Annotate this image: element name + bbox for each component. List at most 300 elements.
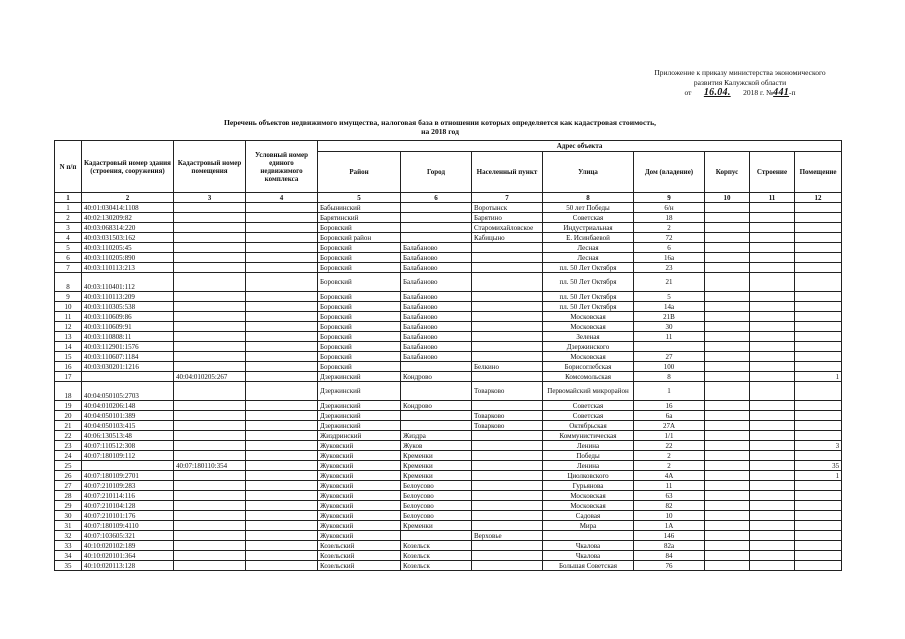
cell-building: [750, 471, 795, 481]
cell-room: 35: [795, 461, 842, 471]
cell-room: [795, 352, 842, 362]
cell-cad-building: 40:03:110305:538: [82, 302, 174, 312]
cell-cad-room: [174, 332, 246, 342]
cell-cad-building: 40:03:110113:209: [82, 292, 174, 302]
cell-street: Большая Советская: [543, 561, 634, 571]
cell-num: 21: [55, 421, 82, 431]
table-row: [55, 551, 842, 561]
cell-settlement: Белкино: [472, 362, 543, 372]
cell-street: пл. 50 Лет Октября: [543, 263, 634, 273]
cell-room: [795, 302, 842, 312]
cell-house: 4А: [634, 471, 705, 481]
cell-num: 10: [55, 302, 82, 312]
cell-building: [750, 223, 795, 233]
cell-settlement: [472, 541, 543, 551]
cell-cad-room: [174, 322, 246, 332]
cell-cond: [246, 263, 318, 273]
cell-street: Садовая: [543, 511, 634, 521]
cell-district: Козельский: [318, 561, 401, 571]
cell-house: 27А: [634, 421, 705, 431]
cell-street: Советская: [543, 411, 634, 421]
cell-korpus: [705, 511, 750, 521]
cell-building: [750, 362, 795, 372]
cell-room: [795, 342, 842, 352]
cell-district: Боровский: [318, 302, 401, 312]
objects-table: [54, 140, 842, 571]
cell-cad-building: 40:07:210109:283: [82, 481, 174, 491]
cell-korpus: [705, 203, 750, 213]
table-row: [55, 213, 842, 223]
cell-cad-room: [174, 531, 246, 541]
cell-district: Боровский: [318, 223, 401, 233]
cell-city: Жиздра: [401, 431, 472, 441]
cell-korpus: [705, 431, 750, 441]
cell-house: 1: [634, 382, 705, 401]
cell-district: Жуковский: [318, 461, 401, 471]
cell-building: [750, 342, 795, 352]
cell-city: [401, 411, 472, 421]
cell-cond: [246, 401, 318, 411]
cell-korpus: [705, 243, 750, 253]
cell-room: [795, 511, 842, 521]
cell-street: Победы: [543, 451, 634, 461]
cell-cond: [246, 511, 318, 521]
cell-street: пл. 50 Лет Октября: [543, 273, 634, 292]
cell-cad-room: [174, 342, 246, 352]
cell-street: 50 лет Победы: [543, 203, 634, 213]
cell-cad-room: [174, 541, 246, 551]
cell-district: Боровский: [318, 362, 401, 372]
cell-cond: [246, 461, 318, 471]
cell-settlement: [472, 312, 543, 322]
cell-settlement: [472, 551, 543, 561]
cell-korpus: [705, 551, 750, 561]
cell-num: 20: [55, 411, 82, 421]
cell-house: 14а: [634, 302, 705, 312]
cell-room: [795, 223, 842, 233]
cell-district: Жуковский: [318, 531, 401, 541]
cell-district: Жуковский: [318, 501, 401, 511]
cell-settlement: Воротынск: [472, 203, 543, 213]
table-row: [55, 352, 842, 362]
cell-cond: [246, 213, 318, 223]
cell-cond: [246, 411, 318, 421]
col-header-cad-building: Кадастровый номер здания (строения, сооружения): [82, 141, 174, 193]
cell-city: Кременки: [401, 461, 472, 471]
cell-district: Козельский: [318, 541, 401, 551]
cell-street: Мира: [543, 521, 634, 531]
col-number: 12: [795, 193, 842, 203]
cell-cond: [246, 421, 318, 431]
col-header-num: N п/п: [55, 141, 82, 193]
cell-city: Козельск: [401, 541, 472, 551]
cell-house: 18: [634, 213, 705, 223]
cell-room: [795, 273, 842, 292]
cell-house: 30: [634, 322, 705, 332]
col-number: 2: [82, 193, 174, 203]
cell-room: [795, 203, 842, 213]
cell-city: Балабаново: [401, 332, 472, 342]
cell-cad-room: [174, 382, 246, 401]
cell-building: [750, 541, 795, 551]
col-number: 6: [401, 193, 472, 203]
cell-cad-building: 40:03:110609:91: [82, 322, 174, 332]
cell-korpus: [705, 352, 750, 362]
cell-district: Жуковский: [318, 471, 401, 481]
cell-num: 27: [55, 481, 82, 491]
cell-house: 11: [634, 481, 705, 491]
cell-cond: [246, 451, 318, 461]
cell-cad-building: 40:07:110512:308: [82, 441, 174, 451]
cell-room: [795, 362, 842, 372]
table-row: [55, 273, 842, 292]
table-row: [55, 382, 842, 401]
cell-cad-room: [174, 362, 246, 372]
cell-city: [401, 362, 472, 372]
cell-building: [750, 511, 795, 521]
cell-district: Жуковский: [318, 511, 401, 521]
table-row: [55, 481, 842, 491]
cell-num: 25: [55, 461, 82, 471]
table-row: [55, 461, 842, 471]
cell-korpus: [705, 213, 750, 223]
cell-cond: [246, 253, 318, 263]
col-number: 4: [246, 193, 318, 203]
cell-cad-room: [174, 441, 246, 451]
cell-city: [401, 213, 472, 223]
col-number: 5: [318, 193, 401, 203]
cell-building: [750, 461, 795, 471]
cell-cad-room: [174, 491, 246, 501]
cell-city: Балабаново: [401, 302, 472, 312]
cell-cond: [246, 561, 318, 571]
cell-street: Московская: [543, 312, 634, 322]
cell-settlement: Товарково: [472, 382, 543, 401]
document-title-line2: на 2018 год: [421, 127, 459, 136]
cell-cond: [246, 342, 318, 352]
col-header-korpus: Корпус: [705, 152, 750, 193]
cell-num: 32: [55, 531, 82, 541]
order-number: 441: [773, 87, 790, 98]
col-number: 7: [472, 193, 543, 203]
cell-korpus: [705, 471, 750, 481]
cell-cad-room: [174, 521, 246, 531]
cell-building: [750, 491, 795, 501]
cell-house: 6а: [634, 411, 705, 421]
cell-num: 9: [55, 292, 82, 302]
cell-num: 35: [55, 561, 82, 571]
cell-settlement: [472, 342, 543, 352]
col-number: 11: [750, 193, 795, 203]
cell-settlement: [472, 491, 543, 501]
cell-cond: [246, 441, 318, 451]
cell-street: Индустриальная: [543, 223, 634, 233]
cell-city: Балабаново: [401, 243, 472, 253]
cell-cad-building: 40:06:130513:48: [82, 431, 174, 441]
cell-korpus: [705, 223, 750, 233]
cell-korpus: [705, 561, 750, 571]
cell-house: 82: [634, 501, 705, 511]
cell-room: [795, 541, 842, 551]
cell-cond: [246, 382, 318, 401]
cell-num: 4: [55, 233, 82, 243]
cell-cad-room: [174, 223, 246, 233]
cell-district: Дзержинский: [318, 382, 401, 401]
cell-num: 6: [55, 253, 82, 263]
cell-street: пл. 50 Лет Октября: [543, 292, 634, 302]
cell-korpus: [705, 322, 750, 332]
cell-num: 1: [55, 203, 82, 213]
cell-building: [750, 561, 795, 571]
cell-cond: [246, 372, 318, 382]
cell-building: [750, 501, 795, 511]
cell-settlement: [472, 561, 543, 571]
cell-cad-room: [174, 431, 246, 441]
document-title-line1: Перечень объектов недвижимого имущества, налоговая база в отношении которых определяется как кадастровая стоимость,: [223, 118, 656, 127]
cell-num: 17: [55, 372, 82, 382]
cell-room: [795, 561, 842, 571]
cell-room: [795, 421, 842, 431]
table-row: [55, 302, 842, 312]
col-header-settlement: Населенный пункт: [472, 152, 543, 193]
cell-city: Балабаново: [401, 322, 472, 332]
cell-cond: [246, 273, 318, 292]
cell-cad-room: [174, 273, 246, 292]
cell-room: [795, 451, 842, 461]
cell-district: Бабынинский: [318, 203, 401, 213]
col-header-house: Дом (владение): [634, 152, 705, 193]
cell-street: Московская: [543, 352, 634, 362]
cell-building: [750, 451, 795, 461]
table-row: [55, 531, 842, 541]
cell-street: Зеленая: [543, 332, 634, 342]
cell-building: [750, 352, 795, 362]
cell-street: Борисоглебская: [543, 362, 634, 372]
cell-cad-room: [174, 411, 246, 421]
cell-building: [750, 322, 795, 332]
cell-street: Комсомольская: [543, 372, 634, 382]
col-header-street: Улица: [543, 152, 634, 193]
cell-street: Ленина: [543, 441, 634, 451]
cell-korpus: [705, 491, 750, 501]
cell-city: Белоусово: [401, 511, 472, 521]
cell-room: [795, 213, 842, 223]
cell-settlement: [472, 461, 543, 471]
cell-street: Циолковского: [543, 471, 634, 481]
col-header-cond: Условный номер единого недвижимого комплекса: [246, 141, 318, 193]
table-row: [55, 332, 842, 342]
cell-settlement: [472, 401, 543, 411]
cell-district: Боровский: [318, 292, 401, 302]
cell-city: [401, 382, 472, 401]
order-year-no: 2018 г. №: [743, 88, 774, 97]
cell-room: 1: [795, 372, 842, 382]
col-number: 8: [543, 193, 634, 203]
cell-district: Боровский: [318, 342, 401, 352]
cell-num: 11: [55, 312, 82, 322]
cell-room: [795, 491, 842, 501]
table-row: [55, 243, 842, 253]
cell-num: 2: [55, 213, 82, 223]
cell-city: [401, 531, 472, 541]
cell-building: [750, 332, 795, 342]
cell-korpus: [705, 421, 750, 431]
table-row: [55, 541, 842, 551]
col-header-city: Город: [401, 152, 472, 193]
cell-district: Боровский: [318, 253, 401, 263]
cell-house: [634, 342, 705, 352]
cell-korpus: [705, 521, 750, 531]
cell-house: 5: [634, 292, 705, 302]
cell-building: [750, 203, 795, 213]
order-header-line3: [640, 88, 840, 98]
cell-room: [795, 263, 842, 273]
cell-num: 31: [55, 521, 82, 531]
table-row: [55, 372, 842, 382]
cell-num: 28: [55, 491, 82, 501]
cell-house: 16: [634, 401, 705, 411]
cell-cad-building: 40:04:050101:389: [82, 411, 174, 421]
cell-house: 76: [634, 561, 705, 571]
cell-district: Жуковский: [318, 481, 401, 491]
cell-street: Лесная: [543, 243, 634, 253]
cell-cad-building: 40:04:010206:148: [82, 401, 174, 411]
cell-korpus: [705, 461, 750, 471]
cell-cond: [246, 491, 318, 501]
table-row: [55, 362, 842, 372]
cell-district: Жуковский: [318, 451, 401, 461]
cell-house: 10: [634, 511, 705, 521]
cell-house: 23: [634, 263, 705, 273]
cell-settlement: [472, 253, 543, 263]
cell-city: [401, 223, 472, 233]
table-row: [55, 441, 842, 451]
header-row-1: [55, 141, 842, 152]
cell-settlement: [472, 243, 543, 253]
cell-room: [795, 411, 842, 421]
table-row: [55, 431, 842, 441]
cell-cad-building: 40:03:110808:11: [82, 332, 174, 342]
cell-num: 19: [55, 401, 82, 411]
order-from: от: [684, 88, 692, 97]
cell-street: Ленина: [543, 461, 634, 471]
cell-cad-building: [82, 372, 174, 382]
cell-district: Боровский: [318, 332, 401, 342]
cell-street: Е. Исинбаевой: [543, 233, 634, 243]
cell-settlement: [472, 273, 543, 292]
cell-cond: [246, 223, 318, 233]
cell-room: [795, 382, 842, 401]
cell-num: 29: [55, 501, 82, 511]
cell-street: Первомайский микрорайон: [543, 382, 634, 401]
cell-building: [750, 372, 795, 382]
cell-cad-building: 40:03:031503:162: [82, 233, 174, 243]
cell-house: 100: [634, 362, 705, 372]
cell-district: Жуковский: [318, 521, 401, 531]
cell-house: 21: [634, 273, 705, 292]
cell-building: [750, 531, 795, 541]
cell-district: Жиздринский: [318, 431, 401, 441]
cell-city: Балабаново: [401, 263, 472, 273]
cell-cad-building: 40:03:110113:213: [82, 263, 174, 273]
order-date: 16.04.: [703, 87, 731, 98]
cell-house: 8: [634, 372, 705, 382]
cell-cad-building: 40:03:110205:45: [82, 243, 174, 253]
cell-korpus: [705, 342, 750, 352]
col-number: 9: [634, 193, 705, 203]
cell-street: Советская: [543, 401, 634, 411]
cell-building: [750, 233, 795, 243]
cell-cond: [246, 292, 318, 302]
cell-korpus: [705, 451, 750, 461]
cell-cad-building: 40:04:050105:2703: [82, 382, 174, 401]
cell-korpus: [705, 233, 750, 243]
cell-district: Боровский: [318, 243, 401, 253]
cell-building: [750, 431, 795, 441]
cell-cad-building: 40:07:180109:2701: [82, 471, 174, 481]
cell-room: [795, 312, 842, 322]
cell-cad-building: 40:03:110401:112: [82, 273, 174, 292]
cell-street: [543, 531, 634, 541]
cell-room: [795, 551, 842, 561]
cell-settlement: [472, 471, 543, 481]
cell-room: [795, 292, 842, 302]
cell-building: [750, 302, 795, 312]
cell-building: [750, 292, 795, 302]
table-row: [55, 411, 842, 421]
cell-street: Чкалова: [543, 541, 634, 551]
table-row: [55, 322, 842, 332]
col-number: 1: [55, 193, 82, 203]
cell-cad-room: [174, 263, 246, 273]
cell-num: 13: [55, 332, 82, 342]
cell-room: [795, 481, 842, 491]
cell-korpus: [705, 501, 750, 511]
cell-city: Балабаново: [401, 352, 472, 362]
cell-city: Кондрово: [401, 372, 472, 382]
cell-street: Октябрьская: [543, 421, 634, 431]
cell-building: [750, 312, 795, 322]
cell-korpus: [705, 292, 750, 302]
cell-num: 12: [55, 322, 82, 332]
cell-city: Козельск: [401, 561, 472, 571]
cell-num: 33: [55, 541, 82, 551]
cell-district: Козельский: [318, 551, 401, 561]
cell-cond: [246, 501, 318, 511]
cell-city: Кременки: [401, 471, 472, 481]
order-header: [640, 68, 840, 98]
cell-city: Козельск: [401, 551, 472, 561]
cell-korpus: [705, 411, 750, 421]
cell-settlement: [472, 481, 543, 491]
cell-street: Лесная: [543, 253, 634, 263]
table-row: [55, 421, 842, 431]
cell-cad-building: 40:03:112901:1576: [82, 342, 174, 352]
cell-city: Балабаново: [401, 292, 472, 302]
cell-cad-room: [174, 312, 246, 322]
cell-room: [795, 233, 842, 243]
table-row: [55, 471, 842, 481]
cell-korpus: [705, 263, 750, 273]
table-row: [55, 223, 842, 233]
col-header-building: Строение: [750, 152, 795, 193]
table-row: [55, 233, 842, 243]
cell-room: [795, 521, 842, 531]
cell-num: 15: [55, 352, 82, 362]
table-row: [55, 203, 842, 213]
cell-cad-room: [174, 243, 246, 253]
cell-cad-building: 40:07:210104:128: [82, 501, 174, 511]
